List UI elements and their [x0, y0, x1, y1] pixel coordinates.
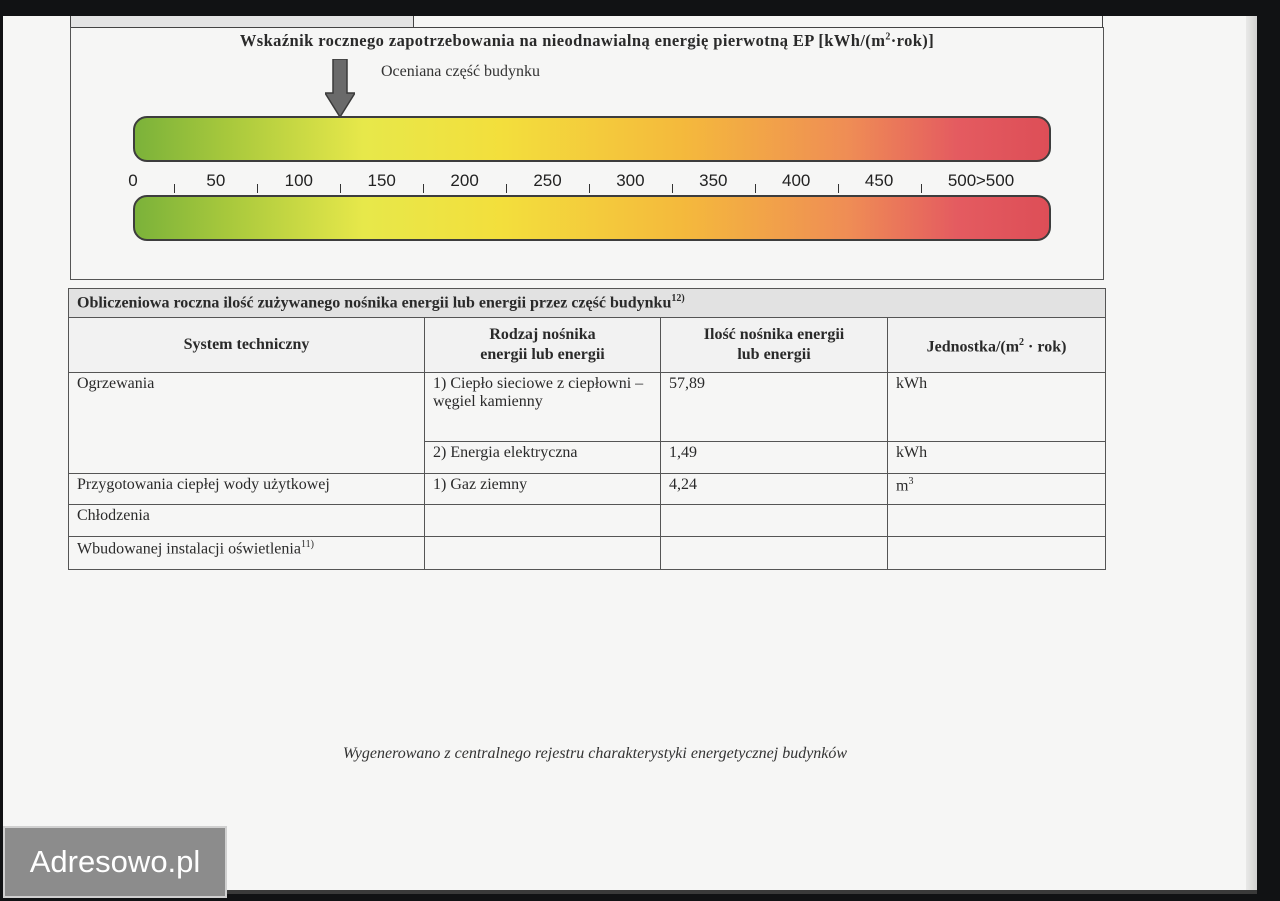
header-unit — [888, 318, 1106, 373]
scale-label: 450 — [864, 171, 894, 190]
scale-tick — [506, 184, 507, 193]
energy-carrier-table — [68, 288, 1106, 570]
energy-scale-bar — [133, 116, 1051, 162]
scale-label: 350 — [699, 171, 728, 190]
scale-tick — [423, 184, 424, 193]
table-caption-sup: 12) — [671, 293, 685, 305]
table-row — [69, 505, 1106, 537]
ep-indicator-box — [70, 27, 1104, 280]
system-cell: Chłodzenia — [69, 505, 425, 537]
table-caption — [69, 289, 1106, 318]
unit-cell: kWh — [888, 442, 1106, 474]
amount-cell: 1,49 — [661, 442, 888, 474]
scale-label: 400 — [782, 171, 811, 190]
unit-cell: kWh — [888, 373, 1106, 442]
carrier-cell: 1) Gaz ziemny — [425, 474, 661, 505]
arrow-label: Oceniana część budynku — [381, 63, 541, 80]
scale-tick — [257, 184, 258, 193]
amount-cell — [661, 537, 888, 570]
energy-scale-axis — [128, 167, 1047, 193]
energy-scale-bar — [133, 195, 1051, 241]
table-row — [69, 474, 1106, 505]
system-cell: Ogrzewania — [69, 373, 425, 474]
header-system: System techniczny — [69, 318, 425, 373]
carrier-cell: 1) Ciepło sieciowe z ciepłowni – węgiel kamienny — [425, 373, 661, 442]
scale-label: 250 — [533, 171, 562, 190]
header-unit-text: Jednostka/(m — [926, 338, 1020, 356]
scale-label: 0 — [128, 171, 138, 190]
unit-cell — [888, 537, 1106, 570]
header-amount — [661, 318, 888, 373]
ep-title-sup: 2 — [885, 31, 891, 43]
ep-indicator-title — [71, 31, 1103, 51]
scale-tick — [921, 184, 922, 193]
header-amount-line: Ilość nośnika energii — [703, 326, 845, 343]
header-unit-tail: · rok) — [1024, 338, 1067, 356]
table-row — [69, 373, 1106, 442]
scale-tick — [340, 184, 341, 193]
system-cell — [69, 537, 425, 570]
page-edge — [1246, 16, 1257, 893]
amount-cell: 57,89 — [661, 373, 888, 442]
header-amount-line: lub energii — [737, 346, 811, 363]
unit-cell — [888, 474, 1106, 505]
header-unit-sup: 2 — [1019, 336, 1025, 348]
system-cell: Przygotowania ciepłej wody użytkowej — [69, 474, 425, 505]
table-row — [69, 537, 1106, 570]
system-sup: 11) — [300, 539, 314, 550]
amount-cell — [661, 505, 888, 537]
scale-tick — [672, 184, 673, 193]
unit-sup: 3 — [908, 476, 914, 487]
table-caption-text: Obliczeniowa roczna ilość zużywanego nośnika energii lub energii przez część budynku — [77, 294, 672, 312]
header-carrier-line: Rodzaj nośnika — [489, 326, 596, 343]
ep-title-text: Wskaźnik rocznego zapotrzebowania na nieodnawialną energię pierwotną EP [kWh/(m — [239, 31, 886, 50]
scale-tick — [755, 184, 756, 193]
scale-label: 200 — [450, 171, 479, 190]
scale-label: 300 — [616, 171, 645, 190]
scale-tick — [838, 184, 839, 193]
footer-note: Wygenerowano z centralnego rejestru charakterystyki energetycznej budynków — [342, 745, 848, 762]
scale-tick — [174, 184, 175, 193]
scale-label: 150 — [367, 171, 396, 190]
ep-title-tail: ·rok)] — [890, 31, 935, 50]
unit-text: m — [896, 477, 909, 495]
scale-label: >500 — [975, 171, 1015, 190]
header-carrier — [425, 318, 661, 373]
header-carrier-line: energii lub energii — [480, 346, 605, 363]
indicator-arrow-icon — [325, 59, 355, 117]
watermark-logo — [3, 826, 227, 898]
amount-cell: 4,24 — [661, 474, 888, 505]
watermark-text: Adresowo.pl — [29, 844, 201, 879]
scale-label: 50 — [206, 171, 226, 190]
carrier-cell: 2) Energia elektryczna — [425, 442, 661, 474]
carrier-cell — [425, 537, 661, 570]
carrier-cell — [425, 505, 661, 537]
unit-cell — [888, 505, 1106, 537]
scale-label: 100 — [284, 171, 313, 190]
scale-label: 500 — [947, 171, 977, 190]
scale-tick — [589, 184, 590, 193]
system-text: Wbudowanej instalacji oświetlenia — [77, 540, 301, 558]
